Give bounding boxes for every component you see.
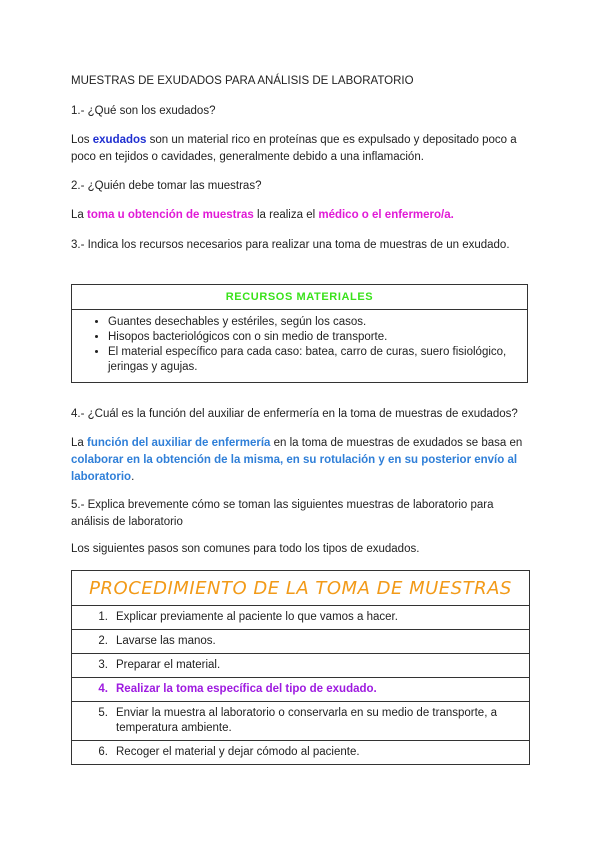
table-row — [72, 606, 529, 630]
step-number: 3. — [98, 659, 108, 671]
recursos-list — [72, 310, 527, 382]
procedimiento-title: PROCEDIMIENTO DE LA TOMA DE MUESTRAS — [89, 577, 512, 599]
answer-4-highlight-1: función del auxiliar de enfermería — [87, 437, 271, 449]
answer-2-highlight-2: médico o el enfermero/a. — [318, 209, 454, 221]
procedimiento-table — [71, 570, 530, 765]
recursos-title: RECURSOS MATERIALES — [225, 291, 374, 303]
answer-2-text-mid: la realiza el — [253, 209, 319, 221]
answer-4-highlight-2: colaborar en la obtención de la misma, en su rotulación y en su posterior envío al laboratorio — [71, 454, 518, 483]
question-2: 2.- ¿Quién debe tomar las muestras? — [71, 180, 262, 192]
step-number: 1. — [98, 611, 108, 623]
table-row — [72, 741, 529, 764]
answer-4 — [71, 435, 531, 486]
question-1: 1.- ¿Qué son los exudados? — [71, 105, 216, 117]
table-row-highlighted — [72, 678, 529, 702]
question-4: 4.- ¿Cuál es la función del auxiliar de enfermería en la toma de muestras de exudados? — [71, 408, 518, 420]
step-number: 5. — [98, 707, 108, 719]
list-item: • El material específico para cada caso: batea, carro de curas, suero fisiológico, jeringas y agujas. — [108, 345, 519, 375]
answer-1-text-post: son un material rico en proteínas que es expulsado y depositado poco a poco en tejidos o cavidades, generalmente debido a una inflamación. — [71, 134, 517, 163]
table-row — [72, 702, 529, 741]
step-text: Enviar la muestra al laboratorio o conservarla en su medio de transporte, a temperatura ambiente. — [116, 707, 497, 734]
step-text: Explicar previamente al paciente lo que vamos a hacer. — [116, 611, 398, 623]
step-text: Preparar el material. — [116, 659, 221, 671]
answer-4-text-pre: La — [71, 437, 87, 449]
step-number: 6. — [98, 746, 108, 758]
table-row — [72, 654, 529, 678]
answer-4-text-mid: en la toma de muestras de exudados se basa en — [270, 437, 523, 449]
procedimiento-header — [72, 571, 529, 606]
question-5-intro: Los siguientes pasos son comunes para todo los tipos de exudados. — [71, 543, 420, 555]
answer-2-highlight-1: toma u obtención de muestras — [87, 209, 254, 221]
list-item: • Hisopos bacteriológicos con o sin medio de transporte. — [108, 330, 519, 345]
answer-2 — [71, 207, 531, 224]
recursos-materiales-table — [71, 284, 528, 383]
step-text: Recoger el material y dejar cómodo al paciente. — [116, 746, 360, 758]
answer-2-text-pre: La — [71, 209, 87, 221]
answer-4-text-post: . — [131, 471, 135, 483]
answer-1 — [71, 132, 531, 166]
table-row — [72, 630, 529, 654]
step-text: Lavarse las manos. — [116, 635, 216, 647]
answer-1-highlight: exudados — [92, 134, 147, 146]
answer-1-text-pre: Los — [71, 134, 93, 146]
question-5: 5.- Explica brevemente cómo se toman las siguientes muestras de laboratorio para análisis de laboratorio — [71, 499, 494, 528]
step-number: 4. — [98, 683, 108, 695]
document-title: MUESTRAS DE EXUDADOS PARA ANÁLISIS DE LABORATORIO — [71, 75, 414, 87]
recursos-header — [72, 285, 527, 310]
list-item: • Guantes desechables y estériles, según los casos. — [108, 315, 519, 330]
step-text: Realizar la toma específica del tipo de exudado. — [116, 683, 377, 695]
question-3: 3.- Indica los recursos necesarios para realizar una toma de muestras de un exudado. — [71, 239, 510, 251]
step-number: 2. — [98, 635, 108, 647]
